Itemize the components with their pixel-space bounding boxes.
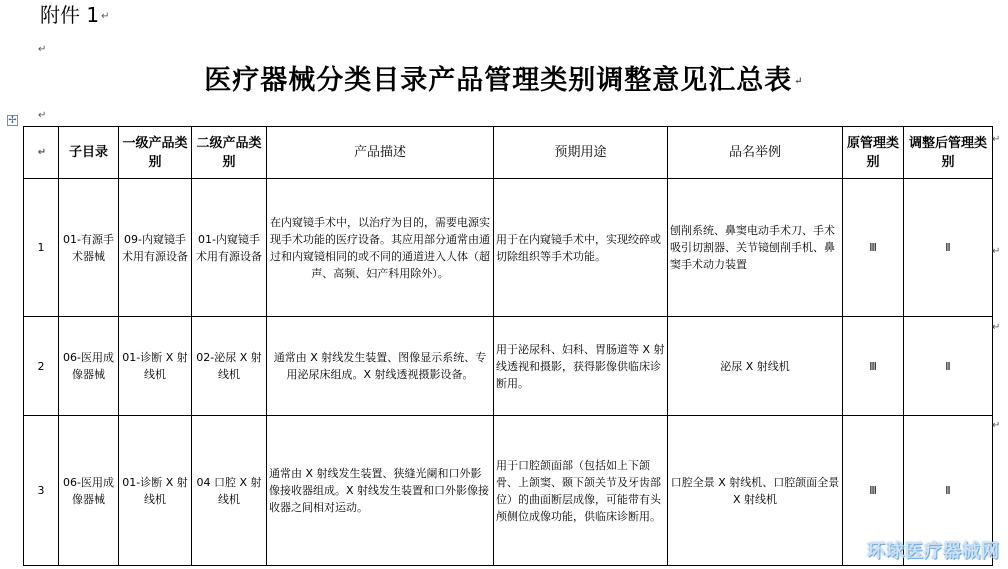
description-cell: 通常由 X 射线发生装置、图像显示系统、专用泌尿床组成。X 射线透视摄影设备。 [267,317,494,416]
header-adjusted-class: 调整后管理类别 [904,127,993,179]
sub-catalog-cell: 06-医用成像器械 [59,416,119,566]
paragraph-mark-icon: ↵ [37,147,47,158]
intended-use-cell: 用于口腔颌面部（包括如上下颌骨、上颌窦、颞下颌关节及牙齿部位）的曲面断层成像，可能带有头颅侧位成像功能，供临床诊断用。 [494,416,668,566]
table-row [24,416,993,566]
header-level2: 二级产品类别 [192,127,267,179]
header-level1: 一级产品类别 [119,127,192,179]
level2-cell: 04 口腔 X 射线机 [192,416,267,566]
sub-catalog-cell: 06-医用成像器械 [59,317,119,416]
table-move-handle-icon[interactable]: ✢ [8,115,17,126]
description-cell: 通常由 X 射线发生装置、狭缝光阑和口外影像接收器组成。X 射线发生装置和口外影像接收器之间相对运动。 [267,416,494,566]
adjusted-class-cell: Ⅱ [904,416,993,566]
level2-cell: 02-泌尿 X 射线机 [192,317,267,416]
intended-use-cell: 用于在内窥镜手术中，实现绞碎或切除组织等手术功能。 [494,179,668,317]
header-examples: 品名举例 [668,127,843,179]
level1-cell: 09-内窥镜手术用有源设备 [119,179,192,317]
document-title [0,58,1008,97]
examples-cell: 刨削系统、鼻窦电动手术刀、手术吸引切割器、关节镜刨削手机、鼻窦手术动力装置 [668,179,843,317]
paragraph-mark-icon: ↵ [101,10,110,22]
row-end-mark-icon: ↵ [992,322,1001,333]
examples-cell: 泌尿 X 射线机 [668,317,843,416]
row-end-mark-icon: ↵ [992,420,1001,431]
attachment-label [40,2,109,30]
summary-table [23,126,993,566]
adjusted-class-cell: Ⅱ [904,317,993,416]
level1-cell: 01-诊断 X 射线机 [119,317,192,416]
original-class-cell: Ⅲ [843,416,904,566]
header-original-class: 原管理类别 [843,127,904,179]
header-num [24,127,59,179]
header-intended-use: 预期用途 [494,127,668,179]
row-end-mark-icon: ↵ [992,134,1001,145]
level2-cell: 01-内窥镜手术用有源设备 [192,179,267,317]
row-number: 3 [24,416,59,566]
header-description: 产品描述 [267,127,494,179]
paragraph-mark-icon: ↵ [38,110,47,121]
sub-catalog-cell: 01-有源手术器械 [59,179,119,317]
intended-use-cell: 用于泌尿科、妇科、胃肠道等 X 射线透视和摄影，获得影像供临床诊断用。 [494,317,668,416]
document-title-text: 医疗器械分类目录产品管理类别调整意见汇总表 [204,65,793,96]
original-class-cell: Ⅲ [843,317,904,416]
attachment-label-text: 附件 1 [40,3,100,27]
header-sub-catalog: 子目录 [59,127,119,179]
row-end-mark-icon: ↵ [992,246,1001,257]
paragraph-mark-icon: ↵ [38,44,47,55]
table-header-row [24,127,993,179]
watermark-logo: 环球医疗器械网 [867,541,1000,562]
table-row [24,317,993,416]
examples-cell: 口腔全景 X 射线机、口腔颌面全景 X 射线机 [668,416,843,566]
original-class-cell: Ⅲ [843,179,904,317]
description-cell: 在内窥镜手术中，以治疗为目的，需要电源实现手术功能的医疗设备。其应用部分通常由通过和内窥镜相同的或不同的通道进入人体（超声、高频、妇产科用除外）。 [267,179,494,317]
adjusted-class-cell: Ⅱ [904,179,993,317]
paragraph-mark-icon: ↵ [794,76,804,87]
level1-cell: 01-诊断 X 射线机 [119,416,192,566]
row-number: 1 [24,179,59,317]
table-row [24,179,993,317]
row-number: 2 [24,317,59,416]
